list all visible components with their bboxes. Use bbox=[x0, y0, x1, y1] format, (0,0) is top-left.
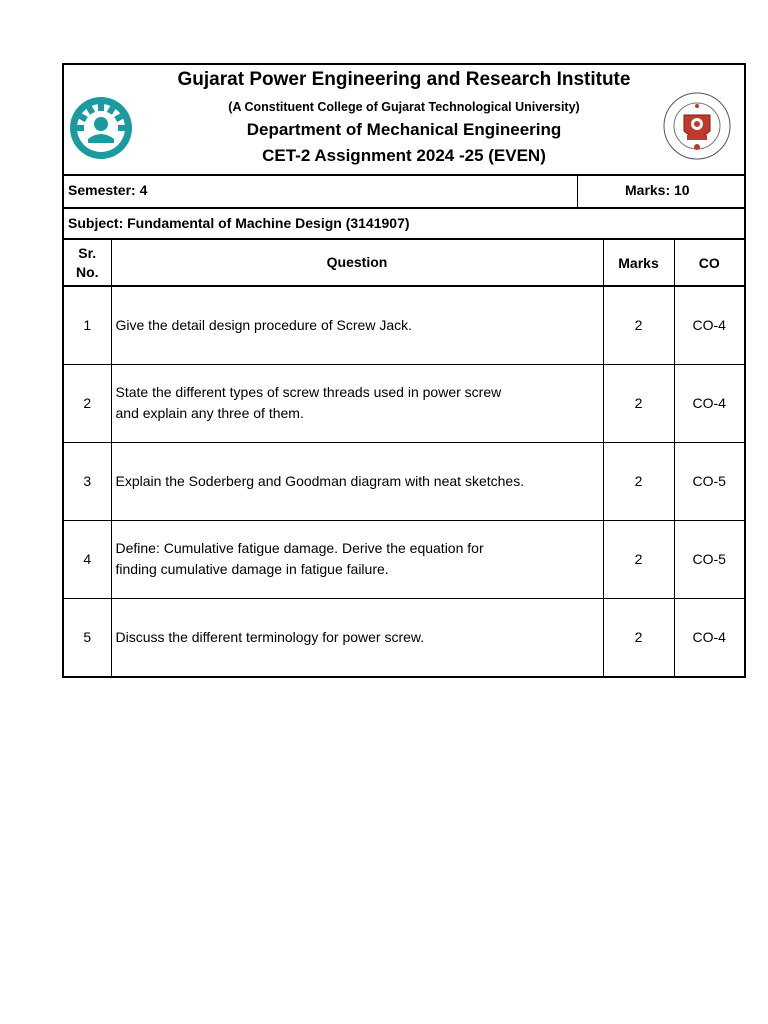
co-header: CO bbox=[674, 240, 744, 286]
sr-no-header bbox=[64, 240, 111, 286]
table-row bbox=[64, 520, 744, 598]
table-row bbox=[64, 598, 744, 676]
question-line: Discuss the different terminology for power screw. bbox=[115, 628, 425, 645]
table-row bbox=[64, 442, 744, 520]
department-name: Department of Mechanical Engineering bbox=[246, 120, 562, 139]
question-cell bbox=[111, 598, 603, 676]
question-line: Explain the Soderberg and Goodman diagram with neat sketches. bbox=[115, 472, 525, 489]
sr-no-cell: 4 bbox=[64, 520, 111, 598]
sr-header-line2: No. bbox=[75, 263, 99, 280]
sr-header-line1: Sr. bbox=[78, 244, 97, 261]
question-cell bbox=[111, 286, 603, 364]
co-cell: CO-4 bbox=[674, 364, 744, 442]
question-cell bbox=[111, 520, 603, 598]
marks-header: Marks bbox=[603, 240, 674, 286]
co-cell: CO-4 bbox=[674, 286, 744, 364]
sr-no-cell: 2 bbox=[64, 364, 111, 442]
table-row bbox=[64, 364, 744, 442]
constituent-note: (A Constituent College of Gujarat Technological University) bbox=[228, 100, 580, 114]
assignment-sheet bbox=[62, 63, 746, 678]
gtu-seal-logo-icon bbox=[662, 91, 732, 161]
subject-label: Subject: Fundamental of Machine Design (3141907) bbox=[64, 209, 744, 240]
question-header: Question bbox=[111, 240, 603, 286]
question-line: State the different types of screw threads used in power screw bbox=[115, 384, 502, 400]
marks-cell: 2 bbox=[603, 598, 674, 676]
institute-name: Gujarat Power Engineering and Research Institute bbox=[177, 69, 631, 90]
semester-row bbox=[64, 176, 744, 209]
assignment-title: CET-2 Assignment 2024 -25 (EVEN) bbox=[262, 146, 546, 165]
table-row bbox=[64, 286, 744, 364]
sr-no-cell: 1 bbox=[64, 286, 111, 364]
question-line: and explain any three of them. bbox=[115, 405, 304, 421]
co-cell: CO-4 bbox=[692, 629, 726, 646]
co-cell: CO-5 bbox=[674, 520, 744, 598]
marks-cell: 2 bbox=[603, 286, 674, 364]
question-cell bbox=[111, 364, 603, 442]
co-cell: CO-5 bbox=[674, 442, 744, 520]
question-cell bbox=[111, 442, 603, 520]
marks-cell: 2 bbox=[603, 364, 674, 442]
question-table bbox=[64, 240, 744, 676]
semester-label: Semester: 4 bbox=[64, 176, 578, 207]
question-line: Define: Cumulative fatigue damage. Derive the equation for bbox=[115, 540, 484, 556]
table-header-row bbox=[64, 240, 744, 286]
sr-no-cell: 3 bbox=[64, 442, 111, 520]
sheet-header bbox=[64, 65, 744, 176]
total-marks-label: Marks: 10 bbox=[625, 182, 690, 198]
marks-cell: 2 bbox=[603, 442, 674, 520]
marks-cell: 2 bbox=[603, 520, 674, 598]
question-line: Give the detail design procedure of Screw Jack. bbox=[115, 316, 412, 333]
sr-no-cell: 5 bbox=[64, 598, 111, 676]
question-line: finding cumulative damage in fatigue failure. bbox=[115, 561, 389, 577]
